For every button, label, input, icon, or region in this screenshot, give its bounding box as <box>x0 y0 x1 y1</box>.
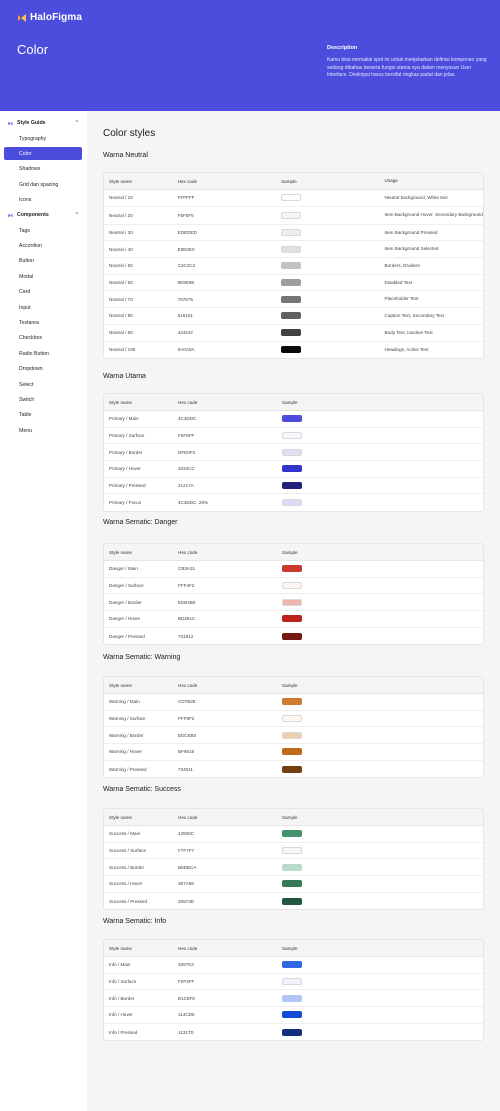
color-swatch <box>282 830 302 837</box>
table-row <box>104 275 483 292</box>
sidebar-item-radio-button[interactable] <box>4 347 82 360</box>
style-name-cell: Danger / Hover <box>109 616 141 622</box>
sidebar-item-label: Accordion <box>19 242 43 249</box>
color-swatch <box>281 329 301 336</box>
column-header[interactable]: Sample <box>282 549 298 555</box>
table-row <box>104 974 483 991</box>
style-name-cell: Primary / Pressed <box>109 483 146 489</box>
color-swatch <box>282 633 302 640</box>
section-title: Warna Neutral <box>103 152 148 159</box>
hex-code-cell: 734011 <box>178 766 193 772</box>
color-swatch <box>282 499 302 506</box>
sample-cell <box>276 279 379 286</box>
brand-logo[interactable] <box>17 12 82 23</box>
sidebar-item-label: Switch <box>19 396 35 403</box>
sidebar-item-label: Textarea <box>19 319 39 326</box>
table-row <box>104 225 483 242</box>
color-swatch <box>281 212 301 219</box>
sidebar-item-label: Input <box>19 304 31 311</box>
color-table <box>103 172 484 359</box>
sidebar-item-label: Table <box>19 412 32 419</box>
sample-cell <box>277 847 477 854</box>
color-swatch <box>282 465 302 472</box>
style-name-cell: Primary / Main <box>109 416 139 422</box>
sidebar-group-components[interactable] <box>8 212 81 218</box>
color-swatch <box>282 582 302 589</box>
style-name-cell: Danger / Main <box>109 566 138 572</box>
table-row <box>104 611 483 628</box>
hex-code-cell: 616161 <box>177 313 193 319</box>
table-row <box>104 494 483 511</box>
main-content <box>87 111 500 1111</box>
table-header <box>104 677 483 694</box>
color-swatch <box>282 864 302 871</box>
color-swatch <box>281 229 301 236</box>
style-name-cell: Info / Main <box>109 962 131 968</box>
sidebar-item-dropdown[interactable] <box>4 363 82 376</box>
color-swatch <box>282 766 302 773</box>
sidebar-item-label: Grid dan spacing <box>19 181 59 188</box>
color-swatch <box>282 995 302 1002</box>
style-name-cell: Primary / Focus <box>109 500 142 506</box>
color-swatch <box>282 565 302 572</box>
sample-cell <box>277 898 477 905</box>
sidebar-item-typography[interactable] <box>4 132 82 145</box>
sidebar-group-label: Components <box>17 212 49 218</box>
table-row <box>104 325 483 342</box>
table-row <box>104 308 483 325</box>
sample-cell <box>276 212 379 219</box>
hex-code-cell: 43936C <box>178 831 195 837</box>
sidebar-item-label: Typography <box>19 135 47 142</box>
halofigma-logo-icon <box>17 13 27 23</box>
sidebar-item-label: Tags <box>19 227 30 234</box>
sample-cell <box>277 732 477 739</box>
table-header <box>104 544 483 561</box>
color-table <box>103 543 484 645</box>
brand-name: HaloFigma <box>30 12 83 23</box>
hex-code-cell: B1C5F6 <box>178 995 195 1001</box>
sample-cell <box>277 499 477 506</box>
section-title: Warna Sematic: Info <box>103 918 167 925</box>
usage-cell: Disabled Text <box>384 279 413 285</box>
sidebar-item-textarea[interactable] <box>4 316 82 329</box>
color-swatch <box>281 194 301 201</box>
table-row <box>104 291 483 308</box>
column-header[interactable]: Hex code <box>178 945 198 951</box>
table-row <box>104 578 483 595</box>
color-swatch <box>282 898 302 905</box>
color-table <box>103 676 484 778</box>
sample-cell <box>277 766 477 773</box>
sample-cell <box>276 262 379 269</box>
table-row <box>104 207 483 225</box>
sidebar-item-grid-dan-spacing[interactable] <box>4 178 82 191</box>
table-row <box>104 628 483 645</box>
color-swatch <box>282 698 302 705</box>
hex-code-cell: F0F3FF <box>178 979 195 985</box>
section-title: Warna Sematic: Warning <box>103 654 181 661</box>
sample-cell <box>277 978 477 985</box>
column-header[interactable]: Hex code <box>178 814 198 820</box>
column-header[interactable]: Style name <box>109 945 132 951</box>
sample-cell <box>277 748 477 755</box>
style-name-cell: Primary / Border <box>109 449 143 455</box>
table-row <box>104 478 483 495</box>
sidebar-item-label: Select <box>19 381 34 388</box>
style-name-cell: Warning / Hover <box>109 749 143 755</box>
chevron-up-icon[interactable]: ⌃ <box>74 120 79 126</box>
hex-code-cell: 3334CC <box>178 466 195 472</box>
usage-cell: Caption Text, Secondary Text <box>384 312 445 318</box>
color-table <box>103 939 484 1041</box>
sample-cell <box>276 329 379 336</box>
table-row <box>104 876 483 893</box>
table-row <box>104 561 483 578</box>
section-title: Warna Utama <box>103 373 146 380</box>
style-name-cell: Success / Hover <box>109 881 143 887</box>
color-swatch <box>282 482 302 489</box>
table-row <box>104 241 483 258</box>
color-swatch <box>282 732 302 739</box>
table-row <box>104 461 483 478</box>
sidebar-item-label: Dropdown <box>19 366 43 373</box>
color-swatch <box>282 432 302 439</box>
style-name-cell: Success / Main <box>109 831 141 837</box>
hex-code-cell: BF6919 <box>178 749 195 755</box>
style-name-cell: Primary / Surface <box>109 433 145 439</box>
sidebar-item-label: Icons <box>19 197 32 204</box>
style-name-cell: Primary / Hover <box>109 466 141 472</box>
column-header[interactable]: Hex code <box>178 399 198 405</box>
table-row <box>104 694 483 711</box>
color-swatch <box>282 449 302 456</box>
column-header[interactable]: Sample <box>281 178 297 184</box>
table-row <box>104 444 483 461</box>
style-name-cell: Success / Surface <box>109 848 147 854</box>
column-header[interactable]: Sample <box>282 945 298 951</box>
sample-cell <box>277 449 477 456</box>
style-name-cell: Neutral / 100 <box>109 347 136 353</box>
sample-cell <box>276 194 379 201</box>
color-swatch <box>281 346 301 353</box>
table-row <box>104 957 483 974</box>
sample-cell <box>277 864 477 871</box>
hex-code-cell: 0A0A0A <box>177 347 195 353</box>
table-row <box>104 411 483 428</box>
style-name-cell: Warning / Border <box>109 732 144 738</box>
color-swatch <box>281 296 301 303</box>
table-row <box>104 1024 483 1041</box>
hex-code-cell: 757575 <box>177 296 193 302</box>
color-table <box>103 808 484 910</box>
sample-cell <box>277 565 477 572</box>
usage-cell: Item Background Selected <box>384 246 439 252</box>
description-title: Description <box>327 45 358 51</box>
sidebar-item-label: Checkbox <box>19 335 43 342</box>
sample-cell <box>277 415 477 422</box>
hex-code-cell: F5F5FF <box>178 433 195 439</box>
page-title: Color <box>17 42 49 57</box>
style-name-cell: Danger / Surface <box>109 583 144 589</box>
color-swatch <box>282 615 302 622</box>
hex-code-cell: FFF9F2 <box>178 716 195 722</box>
hex-code-cell: C2C2C2 <box>177 263 196 269</box>
hex-code-cell: 731912 <box>178 633 194 639</box>
hex-code-cell: E0E0E0 <box>177 246 195 252</box>
sidebar-item-accordion[interactable] <box>4 239 82 252</box>
usage-cell: Neutral background, White text <box>384 194 448 200</box>
section-title: Warna Sematic: Danger <box>103 519 178 526</box>
style-name-cell: Neutral / 50 <box>109 263 133 269</box>
sample-cell <box>276 296 379 303</box>
hex-code-cell: EECEB0 <box>178 732 197 738</box>
table-row <box>104 727 483 744</box>
table-row <box>104 428 483 445</box>
hex-code-cell: EEB4B0 <box>178 599 196 605</box>
table-row <box>104 342 483 359</box>
sidebar-item-icons[interactable] <box>4 194 82 207</box>
sidebar-item-label: Shadows <box>19 166 41 173</box>
style-name-cell: Neutral / 90 <box>109 330 133 336</box>
sidebar-item-shadows[interactable] <box>4 163 82 176</box>
usage-cell: Body Text, Inactive Text <box>384 329 433 335</box>
sidebar-item-label: Modal <box>19 273 34 280</box>
style-name-cell: Neutral / 60 <box>109 280 133 286</box>
hex-code-cell: 367A59 <box>178 881 194 887</box>
color-swatch <box>282 715 302 722</box>
hex-code-cell: F5F5F5 <box>177 212 194 218</box>
sample-cell <box>277 715 477 722</box>
column-header[interactable]: Style name <box>109 814 132 820</box>
sample-cell <box>277 961 477 968</box>
color-swatch <box>282 961 302 968</box>
style-name-cell: Neutral / 10 <box>109 195 133 201</box>
table-header <box>104 940 483 957</box>
style-guide-icon <box>8 121 13 126</box>
hex-code-cell: DFE0F3 <box>178 449 196 455</box>
style-name-cell: Warning / Pressed <box>109 766 147 772</box>
hex-code-cell: CD7B2E <box>178 699 196 705</box>
sidebar-group-label: Style Guide <box>17 120 46 126</box>
column-header[interactable]: Hex code <box>177 178 198 184</box>
style-name-cell: Info / Hover <box>109 1012 133 1018</box>
table-row <box>104 826 483 843</box>
table-row <box>104 258 483 275</box>
table-row <box>104 1007 483 1024</box>
usage-cell: Headings, Active Text <box>384 346 429 352</box>
column-header[interactable]: Hex code <box>178 549 198 555</box>
usage-cell: Item Background Hover, Secondary Background <box>384 212 483 218</box>
sample-cell <box>277 482 477 489</box>
sample-cell <box>277 633 477 640</box>
color-swatch <box>282 1029 302 1036</box>
sample-cell <box>277 615 477 622</box>
color-swatch <box>281 312 301 319</box>
style-name-cell: Info / Surface <box>109 979 137 985</box>
hex-code-cell: 20573D <box>178 898 195 904</box>
sample-cell <box>277 880 477 887</box>
hex-code-cell: EDEDED <box>177 230 197 236</box>
hex-code-cell: BD251C <box>178 616 196 622</box>
style-name-cell: Neutral / 70 <box>109 296 133 302</box>
style-name-cell: Info / Border <box>109 995 135 1001</box>
column-header[interactable]: Style name <box>109 549 132 555</box>
style-name-cell: Danger / Border <box>109 599 142 605</box>
style-name-cell: Neutral / 30 <box>109 230 133 236</box>
table-row <box>104 594 483 611</box>
sample-cell <box>277 830 477 837</box>
sidebar-item-switch[interactable] <box>4 393 82 406</box>
sample-cell <box>276 229 379 236</box>
style-name-cell: Success / Border <box>109 864 144 870</box>
sidebar-item-tags[interactable] <box>4 224 82 237</box>
hex-code-cell: 114CD6 <box>178 1012 195 1018</box>
hex-code-cell: 4C4DDC, 20% <box>178 500 209 506</box>
hex-code-cell: 3267E3 <box>178 962 194 968</box>
column-header[interactable]: Sample <box>282 682 298 688</box>
sidebar-item-modal[interactable] <box>4 270 82 283</box>
content-title: Color styles <box>103 128 156 139</box>
sidebar-item-select[interactable] <box>4 378 82 391</box>
sidebar-item-button[interactable] <box>4 255 82 268</box>
style-name-cell: Warning / Main <box>109 699 140 705</box>
sample-cell <box>277 698 477 705</box>
sample-cell <box>277 432 477 439</box>
sidebar <box>0 111 87 1111</box>
usage-cell: Placeholder Text <box>384 296 419 302</box>
column-header[interactable]: Style name <box>109 682 132 688</box>
style-name-cell: Info / Pressed <box>109 1029 138 1035</box>
column-header[interactable]: Style name <box>109 178 132 184</box>
sample-cell <box>277 582 477 589</box>
hex-code-cell: F7F7F7 <box>178 848 195 854</box>
sidebar-item-label: Button <box>19 258 34 265</box>
column-header[interactable]: Hex code <box>178 682 198 688</box>
color-swatch <box>282 599 302 606</box>
sample-cell <box>276 346 379 353</box>
color-swatch <box>281 279 301 286</box>
hex-code-cell: FFFFFF <box>177 195 195 201</box>
color-swatch <box>282 748 302 755</box>
column-header[interactable]: Style name <box>109 399 132 405</box>
sidebar-item-menu[interactable] <box>4 424 82 437</box>
column-header[interactable]: Sample <box>282 814 298 820</box>
hex-code-cell: 9E9E9E <box>177 280 195 286</box>
page-header <box>0 0 500 111</box>
sidebar-item-label: Menu <box>19 427 32 434</box>
style-name-cell: Neutral / 20 <box>109 212 133 218</box>
sidebar-item-color[interactable] <box>4 147 82 160</box>
hex-code-cell: 424242 <box>177 330 193 336</box>
usage-cell: Item Background Pressed <box>384 229 438 235</box>
hex-code-cell: 21217A <box>178 483 194 489</box>
sample-cell <box>277 1029 477 1036</box>
color-swatch <box>282 1011 302 1018</box>
sidebar-item-table[interactable] <box>4 409 82 422</box>
table-row <box>104 893 483 910</box>
table-header <box>104 809 483 826</box>
sidebar-item-checkbox[interactable] <box>4 332 82 345</box>
color-swatch <box>282 880 302 887</box>
color-table <box>103 393 484 512</box>
hex-code-cell: B8DBCA <box>178 864 197 870</box>
sidebar-item-label: Card <box>19 289 31 296</box>
section-title: Warna Sematic: Success <box>103 786 181 793</box>
sample-cell <box>276 246 379 253</box>
usage-cell: Borders, Dividers <box>384 262 420 268</box>
color-swatch <box>282 415 302 422</box>
components-icon <box>8 213 13 218</box>
sidebar-group-style-guide[interactable] <box>8 120 81 126</box>
table-row <box>104 859 483 876</box>
table-row <box>104 761 483 778</box>
table-header <box>104 173 483 190</box>
chevron-up-icon[interactable]: ⌃ <box>74 212 79 218</box>
sample-cell <box>277 465 477 472</box>
table-row <box>104 990 483 1007</box>
color-swatch <box>281 262 301 269</box>
sample-cell <box>277 1011 477 1018</box>
sidebar-item-card[interactable] <box>4 286 82 299</box>
table-header <box>104 394 483 411</box>
hex-code-cell: 4C4DDC <box>178 416 197 422</box>
description-text: Kamu bisa memakai spot ini untuk menjelaskan definisi komponen yang sedang dibahas beserta fungsi utama nya dalam menyusun User Interface. Deskripsi harus bersifat ringkas padat dan jelas. <box>327 57 487 78</box>
color-swatch <box>282 847 302 854</box>
sample-cell <box>276 312 379 319</box>
sidebar-item-input[interactable] <box>4 301 82 314</box>
style-name-cell: Success / Pressed <box>109 898 148 904</box>
style-name-cell: Danger / Pressed <box>109 633 145 639</box>
color-swatch <box>281 246 301 253</box>
sample-cell <box>277 599 477 606</box>
column-header[interactable]: Sample <box>282 399 298 405</box>
table-row <box>104 711 483 728</box>
hex-code-cell: 11317D <box>178 1029 194 1035</box>
hex-code-cell: CB3A31 <box>178 566 196 572</box>
sample-cell <box>277 995 477 1002</box>
table-row <box>104 190 483 207</box>
color-swatch <box>282 978 302 985</box>
column-header[interactable]: Usage <box>384 178 398 183</box>
table-row <box>104 744 483 761</box>
style-name-cell: Neutral / 80 <box>109 313 133 319</box>
table-row <box>104 843 483 860</box>
sidebar-item-label: Radio Button <box>19 350 49 357</box>
hex-code-cell: FFF4F2 <box>178 583 195 589</box>
style-name-cell: Neutral / 40 <box>109 246 133 252</box>
sidebar-item-label: Color <box>19 150 32 157</box>
style-name-cell: Warning / Surface <box>109 716 146 722</box>
